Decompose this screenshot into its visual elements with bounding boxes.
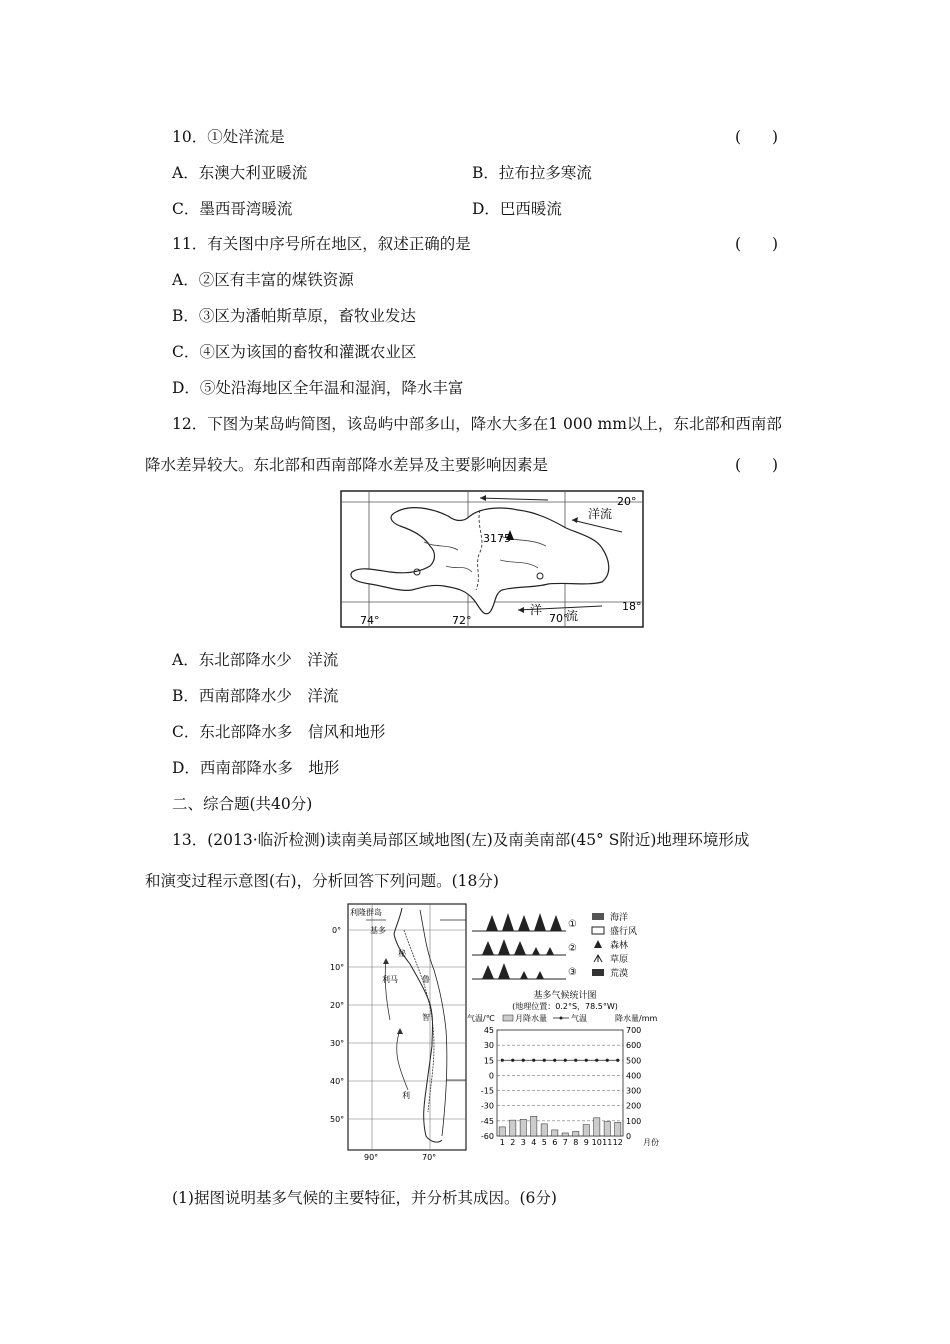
chart-left-tick-label: 15 <box>483 1056 494 1066</box>
chart-precip-bar <box>531 1116 537 1136</box>
chart-month-label: 10 <box>591 1138 602 1147</box>
legend-swatch-forest <box>594 940 602 948</box>
sa-lat-10: 10° <box>330 963 345 972</box>
q12-option-a: A．东北部降水少 洋流 <box>172 651 339 669</box>
chart-legend-line-dot <box>560 1017 563 1020</box>
lon-label-74: 74° <box>360 614 380 627</box>
sa-label-quito: 基多 <box>370 926 386 935</box>
sa-lat-40: 40° <box>330 1077 345 1086</box>
chart-title: 基多气候统计图 <box>533 991 597 1001</box>
chart-precip-bar <box>604 1122 610 1136</box>
sa-lon-90: 90° <box>364 1153 379 1162</box>
chart-temp-point <box>616 1059 619 1062</box>
chart-temp-point <box>595 1059 598 1062</box>
q12-option-d: D．西南部降水多 地形 <box>172 759 340 777</box>
chart-precip-bar <box>552 1130 558 1136</box>
chart-temp-point <box>553 1059 556 1062</box>
chart-right-tick-label: 500 <box>626 1056 642 1066</box>
sa-label-peru: 秘 <box>398 949 406 958</box>
chart-left-tick-label: -15 <box>480 1086 494 1096</box>
sa-lat-50: 50° <box>330 1115 345 1124</box>
chart-legend-line: 气温 <box>571 1014 587 1023</box>
q10-answer-paren: ( ) <box>735 128 779 146</box>
chart-precip-bar <box>510 1120 516 1136</box>
chart-month-label: 4 <box>531 1138 537 1147</box>
chart-month-label: 3 <box>520 1138 526 1147</box>
sa-label-islands: 利隆群岛 <box>350 908 382 917</box>
chart-month-label: 2 <box>510 1138 516 1147</box>
q11-option-c: C．④区为该国的畜牧和灌溉农业区 <box>172 343 417 361</box>
q10-option-c: C．墨西哥湾暖流 <box>172 200 293 218</box>
chart-left-axis-label: 气温/℃ <box>467 1014 495 1023</box>
sa-label-lu: 鲁 <box>422 975 430 984</box>
legend-swatch-desert <box>592 969 604 976</box>
chart-right-axis-label: 降水量/mm <box>615 1014 658 1023</box>
q11-answer-paren: ( ) <box>735 235 779 253</box>
chart-x-unit: 月份 <box>643 1138 659 1147</box>
chart-month-label: 9 <box>583 1138 589 1147</box>
q11-stem: 11．有关图中序号所在地区，叙述正确的是 <box>172 235 471 253</box>
q12-option-c: C．东北部降水多 信风和地形 <box>172 723 386 741</box>
legend-wind: 盛行风 <box>610 927 638 937</box>
lon-label-70: 70° <box>549 612 569 625</box>
q12-stem-line2: 降水差异较大。东北部和西南部降水差异及主要影响因素是 <box>145 456 549 474</box>
chart-temp-point <box>564 1059 567 1062</box>
chart-temp-point <box>511 1059 514 1062</box>
sa-label-zhi: 智 <box>422 1013 430 1022</box>
lon-label-72: 72° <box>452 614 472 627</box>
q11-option-b: B．③区为潘帕斯草原，畜牧业发达 <box>172 307 416 325</box>
chart-left-tick-label: -60 <box>480 1132 494 1141</box>
stage-label-1: ① <box>568 919 577 930</box>
chart-precip-bar <box>573 1131 579 1136</box>
chart-right-tick-label: 300 <box>626 1086 642 1096</box>
chart-month-label: 8 <box>573 1138 579 1147</box>
current-label-ne: 洋流 <box>588 507 613 521</box>
chart-month-label: 7 <box>562 1138 568 1147</box>
stage-row-1 <box>472 913 577 931</box>
current-label-sw-2: 流 <box>566 609 579 623</box>
stage-row-3 <box>472 963 577 979</box>
stage-label-2: ② <box>568 943 577 954</box>
quito-climate-chart <box>465 988 665 1148</box>
stage-row-2 <box>472 939 577 955</box>
chart-month-label: 5 <box>541 1138 547 1147</box>
q13-stem-line2: 和演变过程示意图(右)，分析回答下列问题。(18分) <box>145 872 499 890</box>
chart-temp-point <box>606 1059 609 1062</box>
lat-label-18: 18° <box>622 600 642 613</box>
chart-left-tick-label: 30 <box>483 1041 494 1051</box>
sa-lat-0: 0° <box>332 926 342 935</box>
chart-temp-point <box>585 1059 588 1062</box>
legend-swatch-grass <box>594 955 602 962</box>
chart-precip-bar <box>594 1118 600 1136</box>
current-label-sw-1: 洋 <box>530 603 543 617</box>
q12-option-b: B．西南部降水少 洋流 <box>172 687 339 705</box>
chart-month-label: 1 <box>499 1138 505 1147</box>
chart-month-label: 6 <box>552 1138 558 1147</box>
legend-forest: 森林 <box>610 941 629 951</box>
chart-right-tick-label: 600 <box>626 1041 642 1051</box>
chart-month-label: 12 <box>612 1138 623 1147</box>
q12-stem-line1: 12．下图为某岛屿简图，该岛屿中部多山，降水大多在1 000 mm以上，东北部和西南部 <box>172 415 782 433</box>
q10-option-d: D．巴西暖流 <box>472 200 562 218</box>
chart-month-label: 11 <box>602 1138 613 1147</box>
sa-label-lima: 利马 <box>382 975 398 984</box>
chart-temp-point <box>522 1059 525 1062</box>
legend-swatch-ocean <box>592 913 604 920</box>
q10-option-b: B．拉布拉多寒流 <box>472 164 592 182</box>
chart-right-tick-label: 700 <box>626 1026 642 1035</box>
chart-temp-point <box>532 1059 535 1062</box>
legend-desert: 荒漠 <box>610 969 629 979</box>
chart-temp-point <box>543 1059 546 1062</box>
chart-temp-point <box>574 1059 577 1062</box>
legend-ocean: 海洋 <box>610 913 629 923</box>
chart-subtitle: (地理位置：0.2°S，78.5°W) <box>512 1002 618 1011</box>
chart-legend-bar-swatch <box>503 1015 513 1021</box>
q13-subquestion-1: (1)据图说明基多气候的主要特征，并分析其成因。(6分) <box>172 1189 557 1207</box>
sa-lat-20: 20° <box>330 1001 345 1010</box>
chart-precip-bar <box>562 1133 568 1136</box>
chart-temp-point <box>501 1059 504 1062</box>
sa-lat-30: 30° <box>330 1039 345 1048</box>
q11-option-d: D．⑤处沿海地区全年温和湿润，降水丰富 <box>172 379 464 397</box>
island-map <box>340 490 644 628</box>
chart-precip-bar <box>583 1125 589 1136</box>
q10-stem: 10．①处洋流是 <box>172 128 285 146</box>
chart-precip-bar <box>541 1124 547 1136</box>
peak-elevation: 3175 <box>483 532 511 545</box>
chart-left-tick-label: -45 <box>480 1116 494 1126</box>
chart-legend-bar: 月降水量 <box>515 1014 547 1023</box>
chart-right-tick-label: 0 <box>626 1132 632 1141</box>
chart-right-tick-label: 400 <box>626 1071 642 1081</box>
chart-left-tick-label: -30 <box>480 1101 494 1111</box>
section-title: 二、综合题(共40分) <box>172 795 313 813</box>
chart-right-tick-label: 100 <box>626 1116 642 1126</box>
chart-plot-area <box>481 1026 641 1147</box>
chart-precip-bar <box>615 1122 621 1136</box>
legend-swatch-wind <box>592 927 604 934</box>
lat-label-20: 20° <box>617 495 637 508</box>
chart-left-tick-label: 45 <box>483 1026 494 1035</box>
q12-answer-paren: ( ) <box>735 456 779 474</box>
chart-precip-bar <box>499 1127 505 1136</box>
q11-option-a: A．②区有丰富的煤铁资源 <box>172 271 354 289</box>
chart-precip-bar <box>520 1119 526 1136</box>
sa-label-li: 利 <box>402 1091 410 1100</box>
evolution-legend <box>592 911 637 979</box>
stage-label-3: ③ <box>568 967 577 978</box>
q13-stem-line1: 13．(2013·临沂检测)读南美局部区域地图(左)及南美南部(45° S附近)地理环境形成 <box>172 831 750 849</box>
legend-grass: 草原 <box>610 955 629 965</box>
q10-option-a: A．东澳大利亚暖流 <box>172 164 308 182</box>
chart-left-tick-label: 0 <box>488 1071 494 1081</box>
sa-lon-70: 70° <box>422 1153 437 1162</box>
evolution-diagram <box>468 905 668 987</box>
sa-map-frame <box>348 904 466 1150</box>
chart-right-tick-label: 200 <box>626 1101 642 1111</box>
south-america-map <box>330 900 470 1162</box>
